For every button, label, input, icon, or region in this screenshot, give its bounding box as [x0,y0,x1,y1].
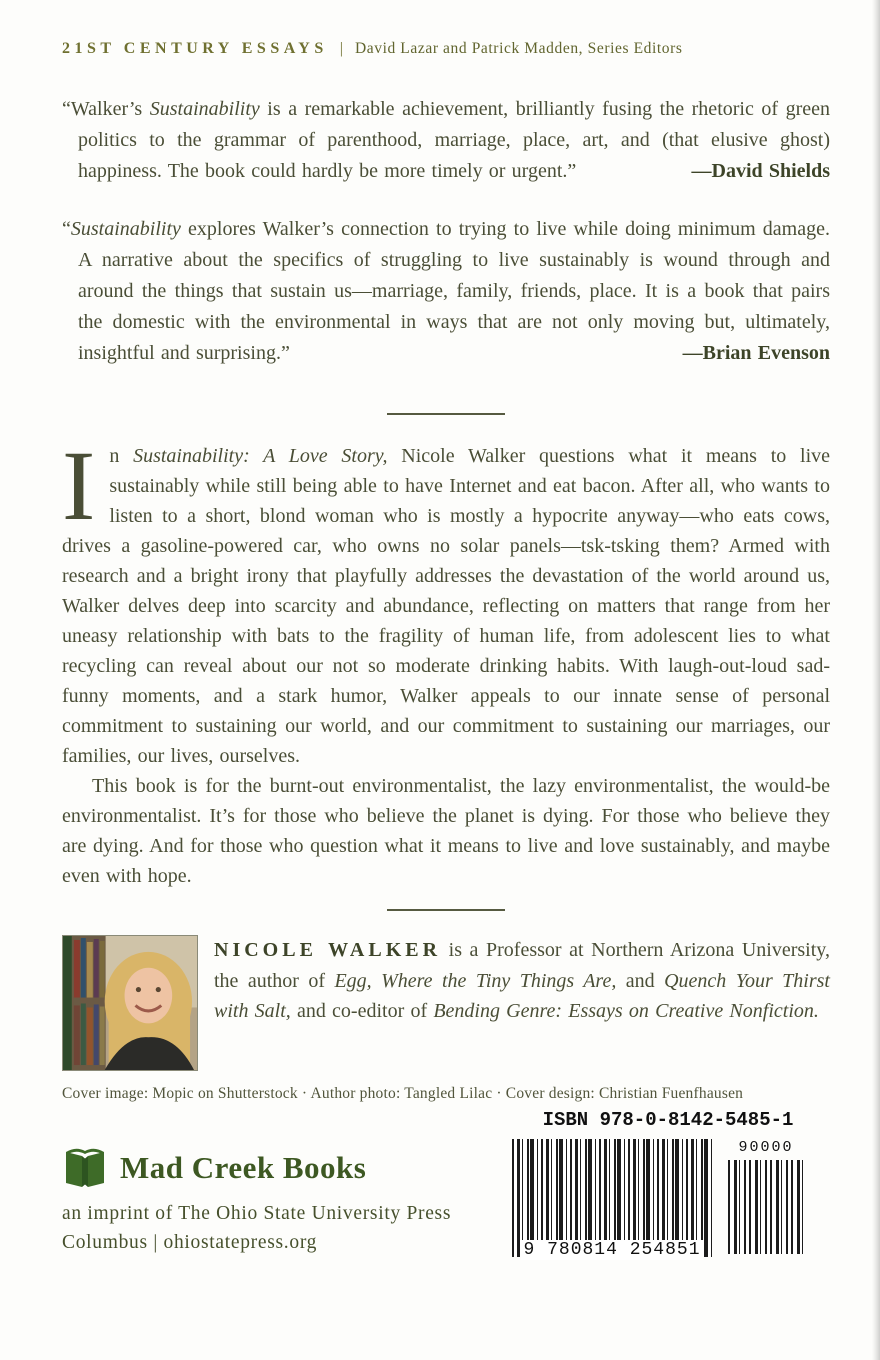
section-divider [387,413,505,415]
isbn-label: ISBN 978-0-8142-5485-1 [542,1109,794,1131]
series-header [62,40,830,58]
barcode-digits: 9 780814 254851 [520,1240,703,1260]
attribution-brian-evenson: —Brian Evenson [682,342,830,364]
section-divider [387,909,505,911]
credits-line: Cover image: Mopic on Shutterstock · Author photo: Tangled Lilac · Cover design: Christian Fuenfhausen [62,1085,744,1102]
publisher-block [62,1145,451,1257]
author-section [62,935,830,1071]
author-photo [62,935,198,1071]
barcode-block [512,1109,824,1260]
barcode-main [512,1139,712,1260]
author-name: NICOLE WALKER [214,939,442,961]
blurb-text: “Walker’s Sustainability is a remarkable achievement, brilliantly fusing the rhetoric of green politics to the grammar of parenthood, marriage, place, art, and (that elusive ghost) happiness. The book could hardly be more timely or urgent.” [62,98,831,182]
barcode-addon [728,1139,804,1257]
publisher-header [62,1145,451,1191]
publisher-location: Columbus | ohiostatepress.org [62,1232,318,1253]
author-bio [214,935,830,1071]
description-text: n Sustainability: A Love Story, Nicole Walker questions what it means to live sustainably while still being able to have Internet and eat bacon. After all, who wants to listen to a short, blond woman who is mostly a hypocrite anyway—who eats cows, drives a gasoline-powered car, who owns no solar panels—tsk-tsking them? Armed with research and a bright irony that playfully addresses the devastation of the world around us, Walker delves deep into scarcity and abundance, reflecting on matters that range from her uneasy relationship with bats to the fragility of human life, from adolescent lies to what recycling can reveal about our not so moderate drinking habits. With laugh-out-loud sad-funny moments, and a stark humor, Walker appeals to our innate sense of personal commitment to sustaining our world, and our commitment to sustaining our marriages, our families, our lives, ourselves. [62,445,830,767]
description-paragraph-1 [62,430,830,771]
description-paragraph-2: This book is for the burnt-out environmentalist, the lazy environmentalist, the would-be environmentalist. It’s for those who believe the planet is dying. For those who believe they are dying. And for those who question what it means to live and love sustainably, and maybe even with hope. [62,775,830,887]
publisher-imprint: an imprint of The Ohio State University Press [62,1203,452,1224]
blurb-text: “Sustainability explores Walker’s connection to trying to live while doing minimum damage. A narrative about the specifics of struggling to live sustainably is wound through and around the things that sustain us—marriage, family, friends, place. It is a book that pairs the domestic with the environmental in ways that are not only moving but, ultimately, insightful and surprising.” [62,218,830,364]
blurb-brian-evenson [62,214,830,369]
publisher-name: Mad Creek Books [120,1150,367,1185]
author-bio-text: is a Professor at Northern Arizona University, the author of Egg, Where the Tiny Things Are, and Quench Your Thirst with Salt, and co-editor of Bending Genre: Essays on Creative Nonfiction. [214,939,830,1022]
blurb-david-shields [62,94,830,187]
author-portrait-image [63,936,197,1070]
series-editors: David Lazar and Patrick Madden, Series Editors [354,40,683,57]
bottom-row [62,1109,830,1260]
description-dropcap: I [62,430,96,541]
series-title: 21ST CENTURY ESSAYS [62,40,328,57]
book-description [62,430,830,891]
barcode-addon-bars [728,1160,804,1254]
series-separator: | [339,40,343,57]
open-book-icon [62,1145,108,1191]
price-code: 90000 [738,1139,794,1156]
barcode-bars-row [512,1139,824,1260]
page-edge-shadow [872,0,880,1360]
attribution-david-shields: —David Shields [691,160,830,182]
